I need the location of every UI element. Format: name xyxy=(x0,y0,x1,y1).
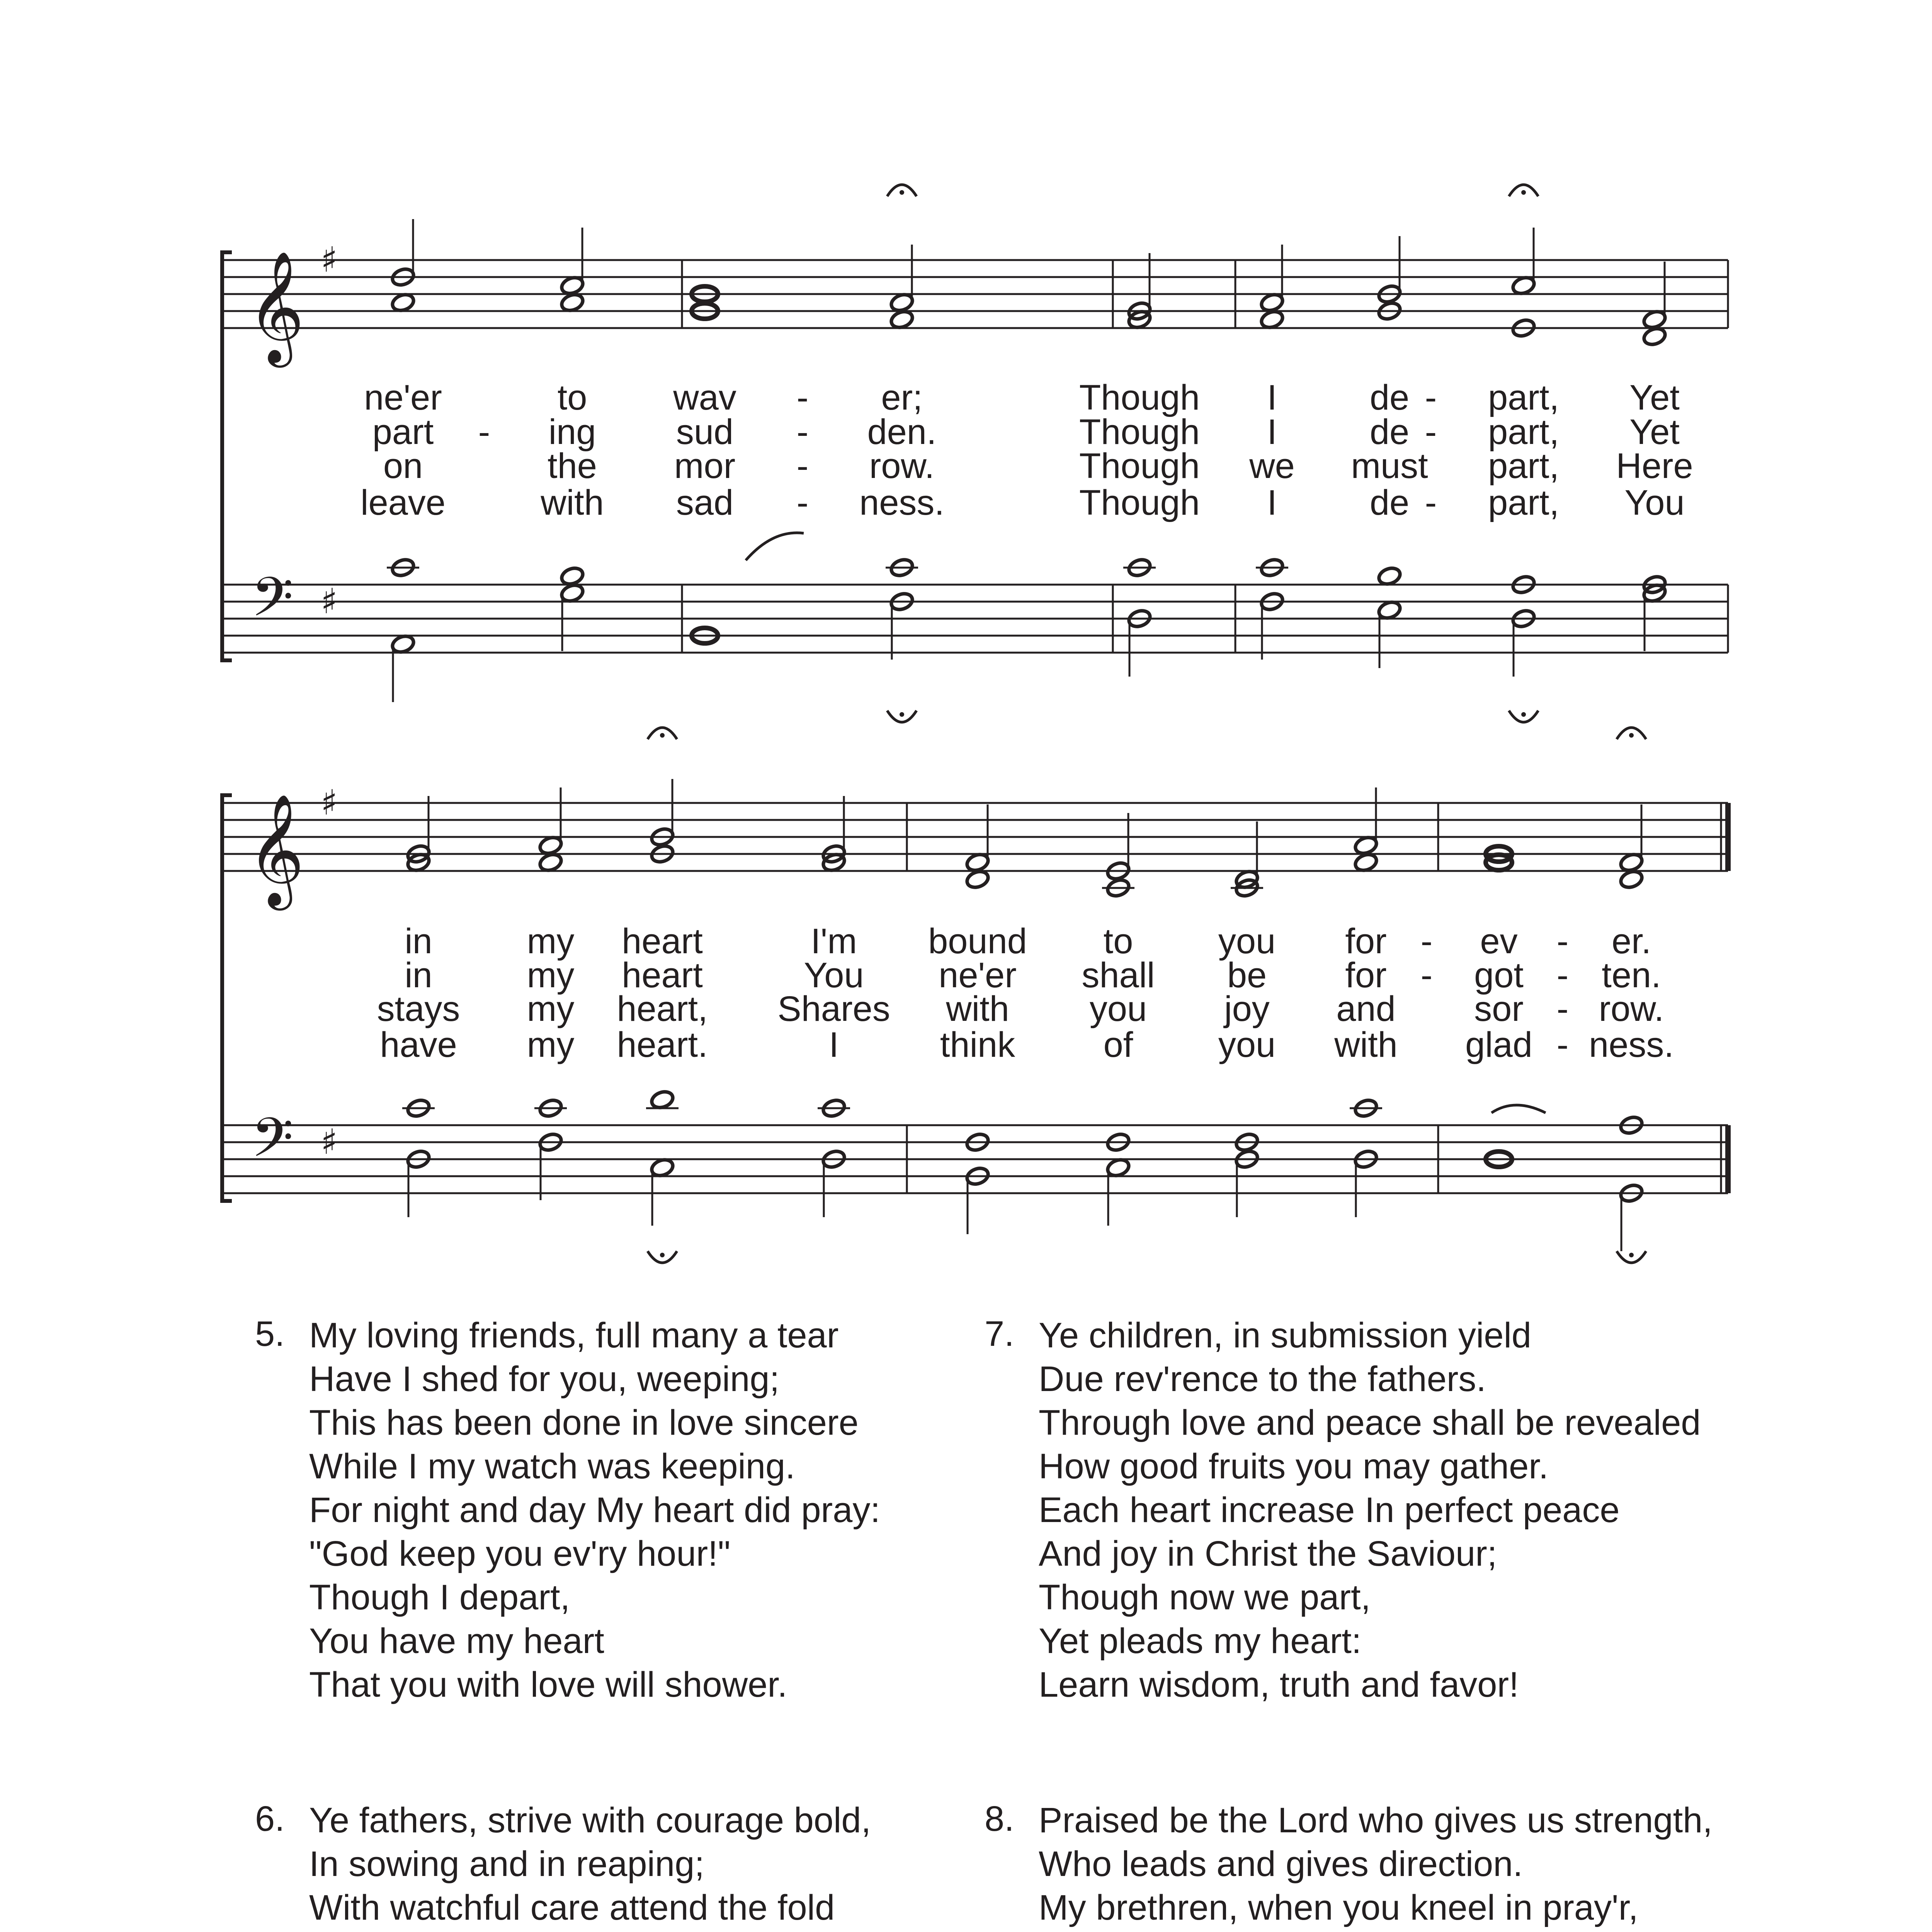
lyric-syllable: Though xyxy=(1079,446,1200,486)
key-signature-sharp: ♯ xyxy=(321,240,338,280)
verse-line: Yet pleads my heart: xyxy=(1039,1621,1362,1661)
verse-number: 7. xyxy=(985,1314,1014,1354)
lyric-syllable: think xyxy=(940,1025,1015,1065)
verse-line: While I my watch was keeping. xyxy=(309,1447,795,1486)
lyric-hyphen: - xyxy=(1425,483,1437,522)
lyric-syllable: ev xyxy=(1480,922,1518,961)
verse-line: For night and day My heart did pray: xyxy=(309,1490,880,1530)
lyric-syllable: row. xyxy=(1599,989,1664,1029)
bass-clef: 𝄢 xyxy=(251,1106,294,1183)
lyric-syllable: ten. xyxy=(1602,956,1661,995)
lyric-syllable: part, xyxy=(1488,446,1560,486)
half-note-head xyxy=(560,566,585,587)
verse-line: "God keep you ev'ry hour!" xyxy=(309,1534,731,1573)
verse-line: Praised be the Lord who gives us strength, xyxy=(1039,1801,1713,1840)
verse-line: Have I shed for you, weeping; xyxy=(309,1359,780,1399)
lyric-syllable: ness. xyxy=(1589,1025,1674,1065)
lyric-hyphen: - xyxy=(1556,989,1569,1029)
fermata-dot xyxy=(1629,733,1634,738)
lyric-syllable: ing xyxy=(548,412,596,452)
verse-line: Though I depart, xyxy=(309,1578,570,1617)
lyric-syllable: the xyxy=(548,446,597,486)
lyric-syllable: heart, xyxy=(617,989,708,1029)
half-note-head xyxy=(1353,835,1379,856)
lyric-hyphen: - xyxy=(1420,956,1433,995)
lyric-hyphen: - xyxy=(796,446,809,486)
fermata-dot xyxy=(900,190,904,195)
half-note-head xyxy=(965,852,990,873)
half-note-head xyxy=(560,292,585,313)
verse-line xyxy=(309,1930,795,1932)
lyric-hyphen: - xyxy=(478,412,490,452)
lyric-syllable: Here xyxy=(1616,446,1693,486)
treble-clef: 𝄞 xyxy=(247,250,304,362)
lyric-syllable: mor xyxy=(674,446,736,486)
lyric-syllable: shall xyxy=(1082,956,1155,995)
lyric-syllable: Though xyxy=(1079,412,1200,452)
fermata-dot xyxy=(1521,190,1526,195)
key-signature-sharp: ♯ xyxy=(321,782,338,823)
half-note-head xyxy=(390,634,416,655)
lyric-syllable: er. xyxy=(1611,922,1651,961)
verse-number: 8. xyxy=(985,1799,1014,1838)
lyric-syllable: my xyxy=(527,956,575,995)
lyric-syllable: heart xyxy=(622,956,703,995)
lyric-syllable: I'm xyxy=(811,922,857,961)
fermata-dot xyxy=(660,733,665,738)
lyric-hyphen: - xyxy=(1556,922,1569,961)
key-signature-sharp: ♯ xyxy=(321,1122,338,1162)
lyric-hyphen: - xyxy=(1556,956,1569,995)
verse-line: In sowing and in reaping; xyxy=(309,1844,704,1884)
lyric-syllable: in xyxy=(405,922,432,961)
lyric-hyphen: - xyxy=(796,483,809,522)
lyric-syllable: I xyxy=(1267,483,1277,522)
verse-line: My brethren, when you kneel in pray'r, xyxy=(1039,1888,1638,1927)
lyric-syllable: I xyxy=(829,1025,839,1065)
lyric-hyphen: - xyxy=(1556,1025,1569,1065)
lyric-syllable: be xyxy=(1227,956,1267,995)
verse-line: With watchful care attend the fold xyxy=(309,1888,835,1927)
half-note-head xyxy=(1642,309,1667,330)
lyric-syllable: sad xyxy=(676,483,734,522)
lyric-syllable: for xyxy=(1345,956,1387,995)
lyric-syllable: de xyxy=(1369,483,1410,522)
half-note-head xyxy=(889,292,915,313)
lyric-syllable: Yet xyxy=(1629,412,1680,452)
lyric-syllable: glad xyxy=(1465,1025,1532,1065)
lyric-syllable: you xyxy=(1218,922,1276,961)
lyric-syllable: de xyxy=(1369,378,1410,417)
verse-line: That you with love will shower. xyxy=(309,1665,787,1704)
lyric-syllable: to xyxy=(1103,922,1133,961)
bass-clef: 𝄢 xyxy=(251,566,294,642)
half-note-head xyxy=(560,275,585,296)
system-bracket xyxy=(222,795,232,1201)
lyric-syllable: part, xyxy=(1488,378,1560,417)
lyric-hyphen: - xyxy=(1420,922,1433,961)
half-note-head xyxy=(1353,852,1379,873)
half-note-head xyxy=(538,852,563,873)
lyric-syllable: leave xyxy=(361,483,446,522)
verse-line: And joy in Christ the Saviour; xyxy=(1039,1534,1497,1573)
lyric-syllable: you xyxy=(1089,989,1147,1029)
lyric-syllable: joy xyxy=(1224,989,1270,1029)
lyric-syllable: have xyxy=(380,1025,457,1065)
lyric-hyphen: - xyxy=(796,378,809,417)
lyric-syllable: sud xyxy=(676,412,734,452)
lyric-syllable: my xyxy=(527,1025,575,1065)
lyric-hyphen: - xyxy=(1425,412,1437,452)
fermata-dot xyxy=(1629,1253,1634,1257)
verse-number: 6. xyxy=(255,1799,285,1838)
lyric-syllable: you xyxy=(1218,1025,1276,1065)
lyric-syllable: de xyxy=(1369,412,1410,452)
lyric-syllable: with xyxy=(946,989,1009,1029)
slur xyxy=(746,533,804,560)
lyric-syllable: for xyxy=(1345,922,1387,961)
lyric-syllable: in xyxy=(405,956,432,995)
lyric-syllable: row. xyxy=(869,446,935,486)
half-note-head xyxy=(1259,292,1285,313)
half-note-head xyxy=(1377,600,1402,621)
verse-line: How good fruits you may gather. xyxy=(1039,1447,1549,1486)
lyric-syllable: stays xyxy=(377,989,460,1029)
lyric-syllable: bound xyxy=(928,922,1027,961)
lyric-syllable: wav xyxy=(673,378,736,417)
lyric-syllable: I xyxy=(1267,378,1277,417)
lyric-syllable: my xyxy=(527,989,575,1029)
lyric-syllable: You xyxy=(804,956,864,995)
key-signature-sharp: ♯ xyxy=(321,581,338,622)
half-note-head xyxy=(1642,326,1667,347)
lyric-syllable: my xyxy=(527,922,575,961)
verse-line: Learn wisdom, truth and favor! xyxy=(1039,1665,1519,1704)
fermata-dot xyxy=(900,712,904,717)
slur xyxy=(1492,1105,1546,1113)
lyric-syllable: Though xyxy=(1079,483,1200,522)
lyric-syllable: den. xyxy=(867,412,937,452)
verse-line: This has been done in love sincere xyxy=(309,1403,859,1442)
half-note-head xyxy=(1619,869,1644,890)
half-note-head xyxy=(1105,1157,1131,1179)
fermata-dot xyxy=(1521,712,1526,717)
lyric-syllable: with xyxy=(1334,1025,1398,1065)
verse-line: My loving friends, full many a tear xyxy=(309,1316,839,1355)
lyric-syllable: Though xyxy=(1079,378,1200,417)
half-note-head xyxy=(1377,566,1402,587)
lyric-syllable: ne'er xyxy=(939,956,1017,995)
half-note-head xyxy=(965,869,990,890)
verse-line: Due rev'rence to the fathers. xyxy=(1039,1359,1486,1399)
half-note-head xyxy=(1259,309,1285,330)
half-note-head xyxy=(650,1089,675,1111)
lyric-syllable: heart. xyxy=(617,1025,708,1065)
lyric-syllable: with xyxy=(541,483,604,522)
verse-line: Each heart increase In perfect peace xyxy=(1039,1490,1620,1530)
treble-clef: 𝄞 xyxy=(247,793,304,905)
lyric-syllable: I xyxy=(1267,412,1277,452)
half-note-head xyxy=(1619,852,1644,873)
lyric-syllable: sor xyxy=(1474,989,1524,1029)
lyric-hyphen: - xyxy=(1425,378,1437,417)
lyric-syllable: Shares xyxy=(777,989,890,1029)
lyric-syllable: You xyxy=(1624,483,1685,522)
half-note-head xyxy=(538,835,563,856)
half-note-head xyxy=(889,309,915,330)
lyric-syllable: part, xyxy=(1488,412,1560,452)
verse-line: Ye children, in submission yield xyxy=(1039,1316,1532,1355)
verse-line xyxy=(1039,1930,1458,1932)
lyric-syllable: part, xyxy=(1488,483,1560,522)
half-note-head xyxy=(390,292,416,313)
verse-line: Though now we part, xyxy=(1039,1578,1371,1617)
system-bracket xyxy=(222,252,232,660)
lyric-syllable: Yet xyxy=(1629,378,1680,417)
verse-line: Who leads and gives direction. xyxy=(1039,1844,1523,1884)
lyric-syllable: ne'er xyxy=(364,378,442,417)
lyric-syllable: er; xyxy=(881,378,923,417)
lyric-syllable: of xyxy=(1103,1025,1133,1065)
lyric-syllable: part xyxy=(372,412,434,452)
verse-line: Through love and peace shall be revealed xyxy=(1039,1403,1701,1442)
verse-line: You have my heart xyxy=(309,1621,604,1661)
lyric-syllable: must xyxy=(1351,446,1428,486)
lyric-hyphen: - xyxy=(796,412,809,452)
lyric-syllable: on xyxy=(383,446,423,486)
verse-number: 5. xyxy=(255,1314,285,1354)
lyric-syllable: got xyxy=(1474,956,1524,995)
fermata-dot xyxy=(660,1253,665,1257)
lyric-syllable: to xyxy=(557,378,587,417)
half-note-head xyxy=(560,583,585,604)
lyric-syllable: ness. xyxy=(859,483,944,522)
half-note-head xyxy=(650,1157,675,1179)
half-note-head xyxy=(1511,275,1536,296)
verse-line: Ye fathers, strive with courage bold, xyxy=(309,1801,871,1840)
lyric-syllable: heart xyxy=(622,922,703,961)
lyric-syllable: and xyxy=(1336,989,1396,1029)
lyric-syllable: we xyxy=(1249,446,1295,486)
